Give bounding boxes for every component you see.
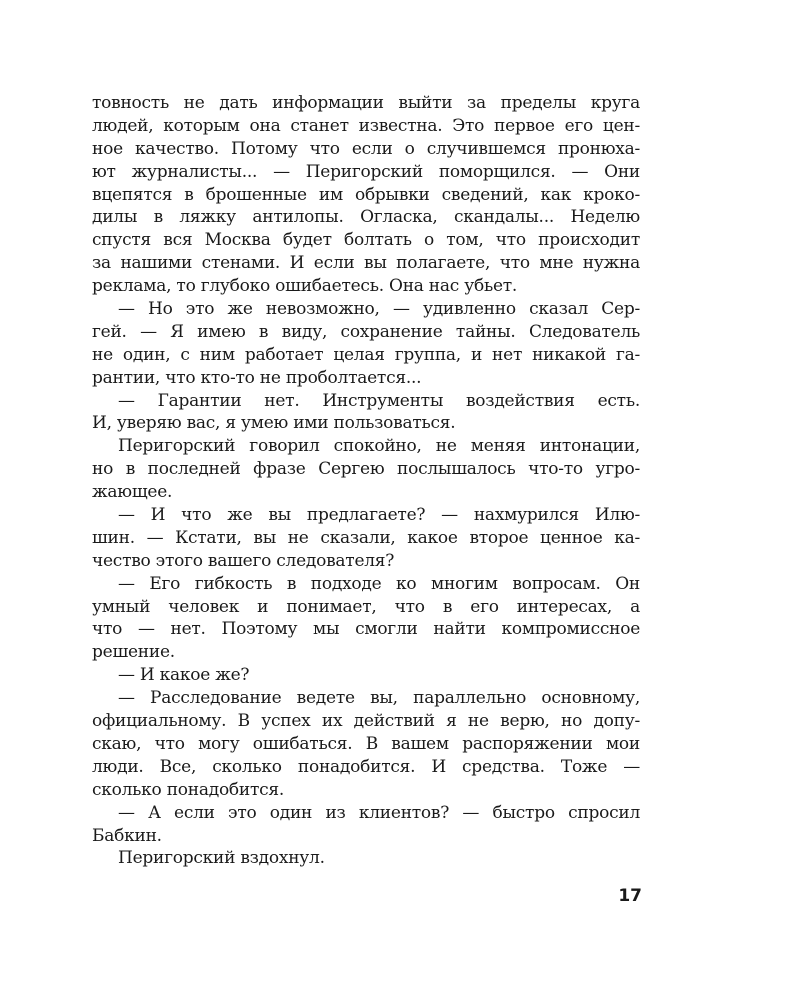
text-line: чество этого вашего следователя? (92, 550, 395, 571)
text-line: ное качество. Потому что если о случившемся пронюха- (92, 138, 640, 159)
text-line: товность не дать информации выйти за пределы круга (92, 93, 640, 113)
text-line: Бабкин. (92, 825, 162, 846)
text-line: гей. — Я имею в виду, сохранение тайны. Следователь (92, 321, 640, 342)
text-line: И, уверяю вас, я умею ими пользоваться. (92, 413, 456, 434)
text-line: официальному. В успех их действий я не верю, но допу- (92, 711, 640, 732)
text-line: но в последней фразе Сергею послышалось что-то угро- (92, 459, 640, 480)
text-line: Перигорский говорил спокойно, не меняя интонации, (118, 436, 640, 457)
text-line: решение. (92, 642, 175, 663)
text-line: реклама, то глубоко ошибаетесь. Она нас убьет. (92, 276, 518, 297)
text-line: — А если это один из клиентов? — быстро спросил (118, 802, 640, 823)
text-line: люди. Все, сколько понадобится. И средства. Тоже — (92, 756, 640, 777)
page-number: 17 (618, 886, 642, 906)
text-line: людей, которым она станет известна. Это первое его цен- (92, 115, 640, 136)
text-line: дилы в ляжку антилопы. Огласка, скандалы... Неделю (92, 207, 640, 228)
text-line: ют журналисты... — Перигорский поморщился. — Они (92, 161, 640, 182)
text-line: — И что же вы предлагаете? — нахмурился Илю- (118, 505, 640, 526)
text-line: умный человек и понимает, что в его интересах, а (92, 596, 640, 617)
text-line: — И какое же? (118, 665, 250, 686)
text-line: что — нет. Поэтому мы смогли найти компромиссное (92, 619, 640, 640)
body-text (92, 92, 640, 870)
text-line: жающее. (92, 482, 173, 503)
text-line: — Но это же невозможно, — удивленно сказал Сер- (118, 299, 640, 320)
text-line: шин. — Кстати, вы не сказали, какое второе ценное ка- (92, 527, 640, 548)
text-line: спустя вся Москва будет болтать о том, что происходит (92, 230, 640, 251)
text-line: вцепятся в брошенные им обрывки сведений, как кроко- (92, 184, 640, 205)
text-line: рантии, что кто-то не проболтается... (92, 367, 422, 388)
text-line: сколько понадобится. (92, 779, 285, 800)
text-line: за нашими стенами. И если вы полагаете, что мне нужна (92, 253, 640, 274)
text-line: — Расследование ведете вы, параллельно основному, (118, 688, 640, 709)
text-line: скаю, что могу ошибаться. В вашем распоряжении мои (92, 733, 640, 754)
text-line: Перигорский вздохнул. (118, 848, 325, 869)
text-line: — Гарантии нет. Инструменты воздействия есть. (118, 390, 640, 411)
text-line: не один, с ним работает целая группа, и нет никакой га- (92, 344, 640, 365)
text-line: — Его гибкость в подходе ко многим вопросам. Он (118, 573, 640, 594)
